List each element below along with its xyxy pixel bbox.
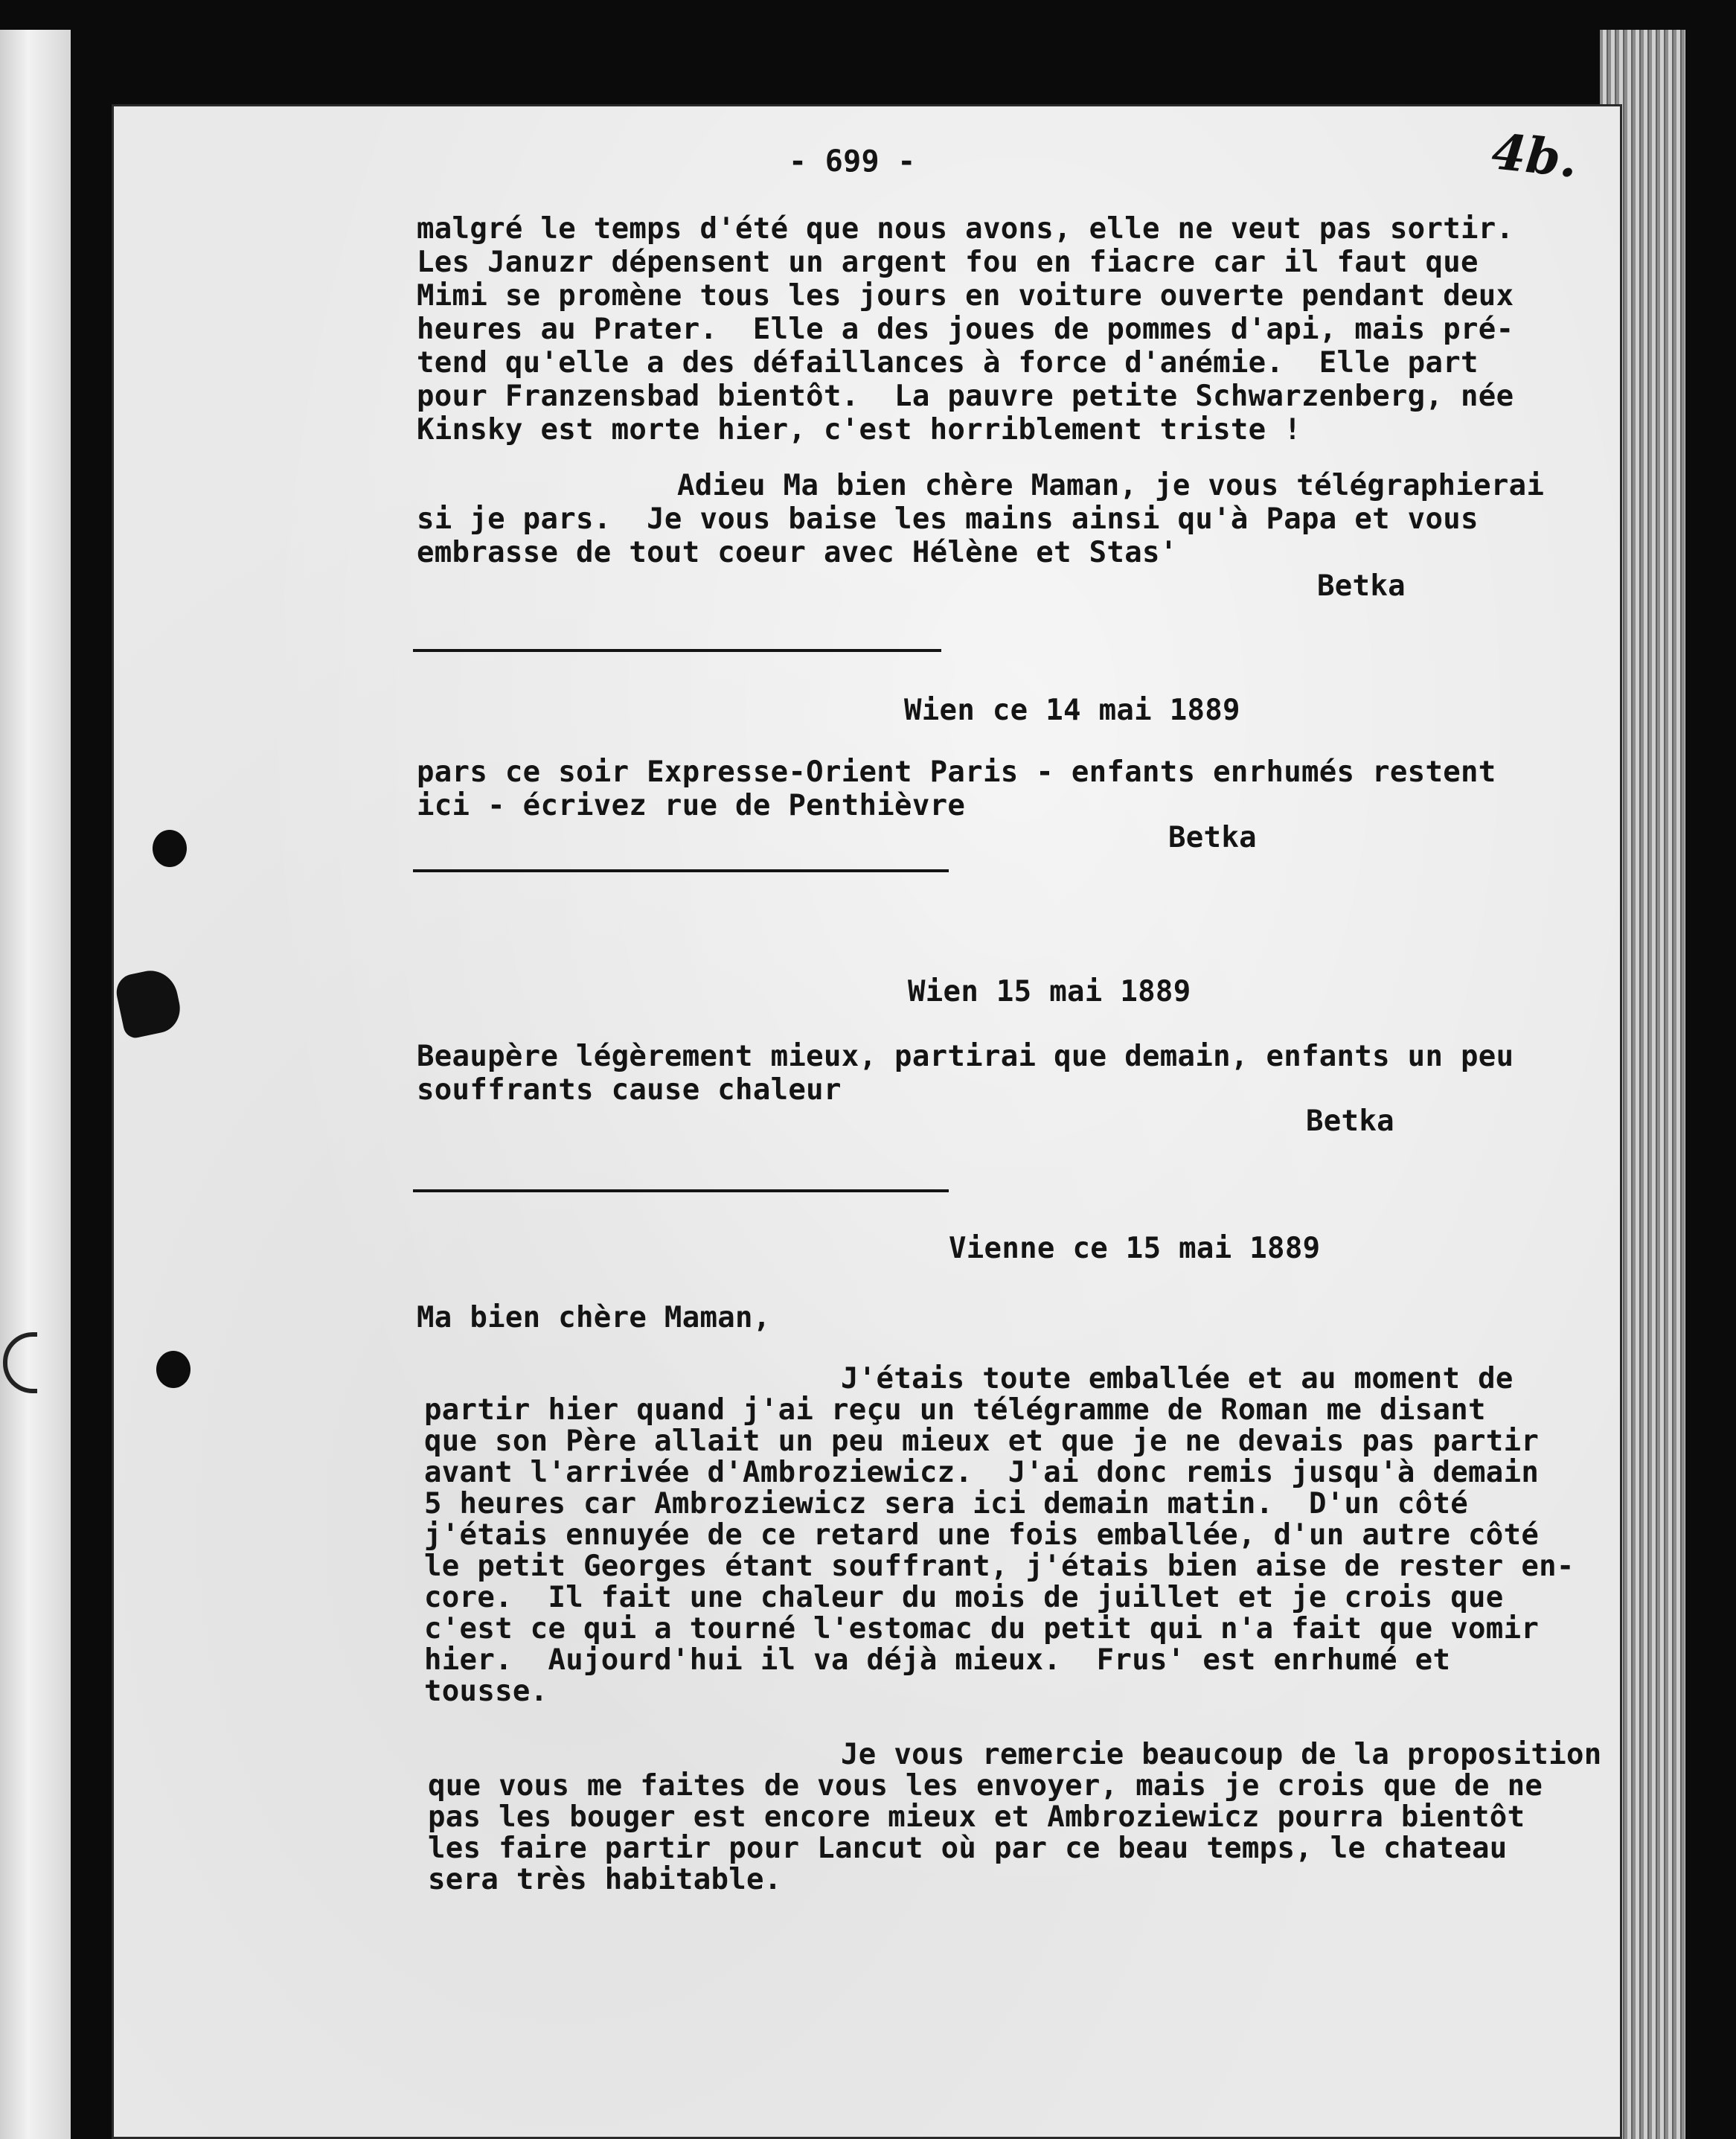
letter2-p1-line: que son Père allait un peu mieux et que je ne devais pas partir [424, 1425, 1540, 1458]
letter2-p1-line: le petit Georges étant souffrant, j'étais bien aise de rester en- [424, 1550, 1575, 1583]
letter1-line: tend qu'elle a des défaillances à force d'anémie. Elle part [417, 346, 1479, 380]
letter1-line: malgré le temps d'été que nous avons, elle ne veut pas sortir. [417, 212, 1514, 246]
telegram1-line: ici - écrivez rue de Penthièvre [417, 789, 966, 822]
letter2-p2-line: pas les bouger est encore mieux et Ambroziewicz pourra bientôt [428, 1800, 1525, 1834]
letter2-p2-line: Je vous remercie beaucoup de la proposition [841, 1738, 1602, 1771]
section-divider [413, 869, 949, 872]
letter1-line: Les Januzr dépensent un argent fou en fiacre car il faut que [417, 246, 1479, 279]
letter2-p1-line: partir hier quand j'ai reçu un télégramme de Roman me disant [424, 1393, 1486, 1427]
letter1-signature: Betka [1317, 569, 1406, 603]
letter1-closing-line: Adieu Ma bien chère Maman, je vous télégraphierai [677, 469, 1545, 502]
section-divider [413, 1189, 949, 1192]
telegram2-line: Beaupère légèrement mieux, partirai que demain, enfants un peu [417, 1040, 1514, 1073]
letter2-p1-line: tousse. [424, 1675, 548, 1708]
letter2-p1-line: hier. Aujourd'hui il va déjà mieux. Frus' est enrhumé et [424, 1643, 1451, 1677]
handwritten-note: 4b. [1489, 122, 1580, 189]
letter1-line: pour Franzensbad bientôt. La pauvre petite Schwarzenberg, née [417, 380, 1514, 413]
telegram2-heading: Wien 15 mai 1889 [908, 975, 1191, 1008]
letter2-salutation: Ma bien chère Maman, [417, 1301, 771, 1334]
adjacent-sheet-edge [0, 30, 71, 2139]
telegram1-heading: Wien ce 14 mai 1889 [904, 694, 1240, 727]
letter2-p2-line: sera très habitable. [428, 1863, 782, 1896]
telegram2-signature: Betka [1306, 1104, 1394, 1138]
letter2-p1-line: 5 heures car Ambroziewicz sera ici demain matin. D'un côté [424, 1487, 1469, 1521]
letter2-p2-line: que vous me faites de vous les envoyer, mais je crois que de ne [428, 1769, 1543, 1803]
letter2-p1-line: avant l'arrivée d'Ambroziewicz. J'ai donc remis jusqu'à demain [424, 1456, 1540, 1489]
letter2-p1-line: c'est ce qui a tourné l'estomac du petit qui n'a fait que vomir [424, 1612, 1540, 1646]
punch-hole-top [153, 830, 187, 867]
section-divider [413, 649, 941, 652]
letter1-closing-line: embrasse de tout coeur avec Hélène et Stas' [417, 536, 1178, 569]
letter1-line: Mimi se promène tous les jours en voiture ouverte pendant deux [417, 279, 1514, 313]
letter2-heading: Vienne ce 15 mai 1889 [949, 1232, 1321, 1265]
telegram1-signature: Betka [1168, 821, 1257, 854]
telegram1-line: pars ce soir Expresse-Orient Paris - enfants enrhumés restent [417, 755, 1496, 789]
punch-hole-bottom [156, 1351, 190, 1388]
letter2-p2-line: les faire partir pour Lancut où par ce beau temps, le chateau [428, 1832, 1508, 1865]
telegram2-line: souffrants cause chaleur [417, 1073, 842, 1107]
letter2-p1-line: core. Il fait une chaleur du mois de juillet et je crois que [424, 1581, 1504, 1614]
letter2-p1-line: J'étais toute emballée et au moment de [841, 1362, 1514, 1395]
letter1-closing-line: si je pars. Je vous baise les mains ainsi qu'à Papa et vous [417, 502, 1479, 536]
letter2-p1-line: j'étais ennuyée de ce retard une fois emballée, d'un autre côté [424, 1518, 1540, 1552]
letter1-line: heures au Prater. Elle a des joues de pommes d'api, mais pré- [417, 313, 1514, 346]
letter1-line: Kinsky est morte hier, c'est horriblement triste ! [417, 413, 1301, 447]
page-number: - 699 - [789, 144, 916, 179]
